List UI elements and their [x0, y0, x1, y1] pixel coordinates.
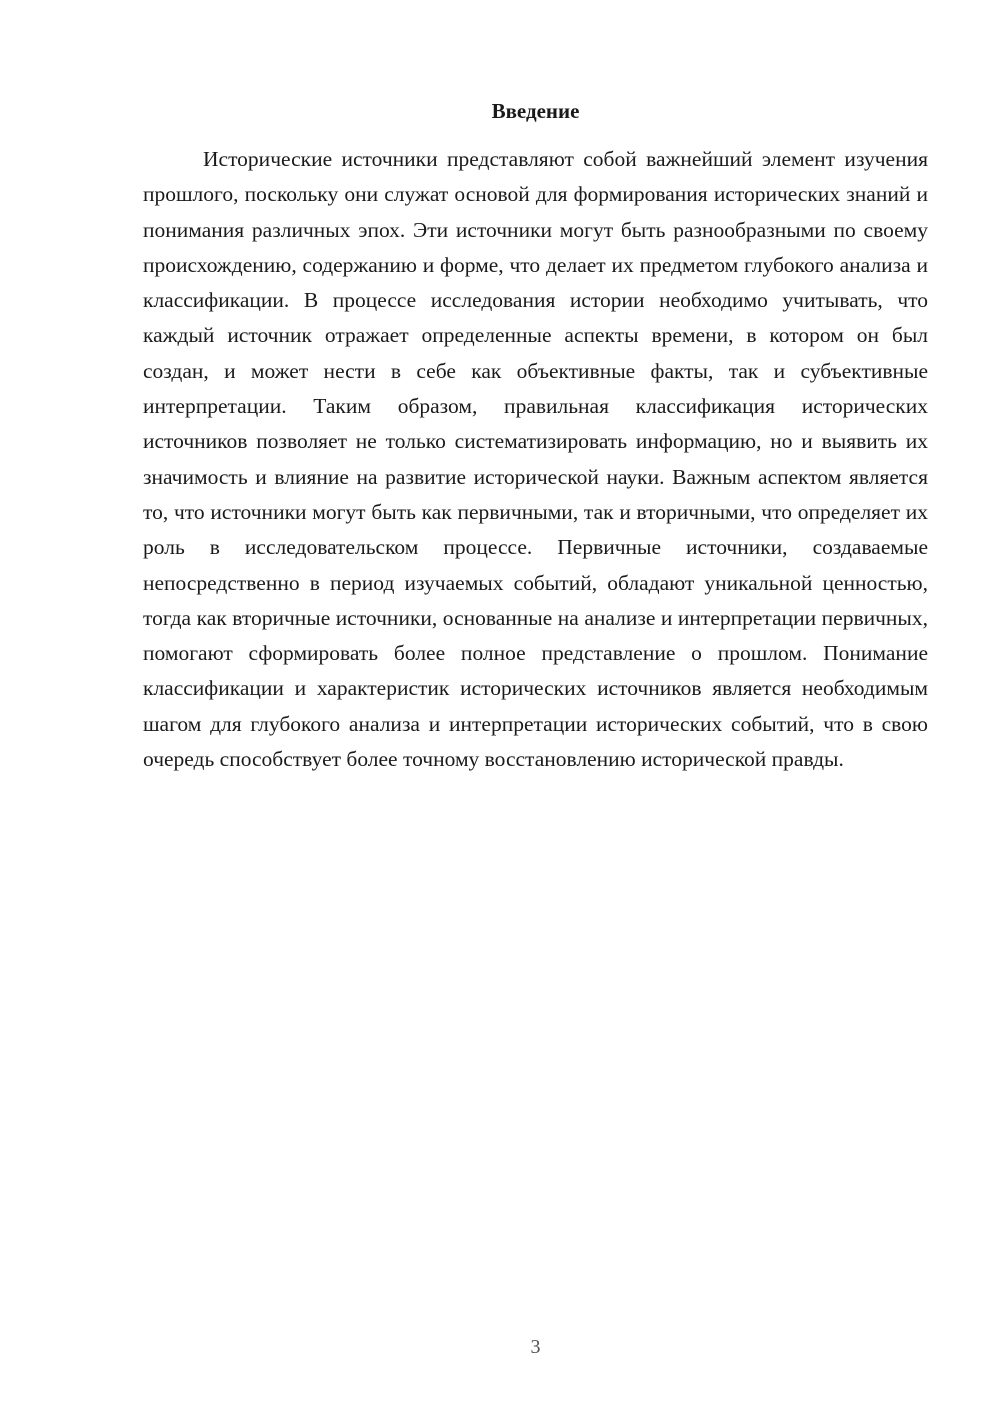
body-paragraph: Исторические источники представляют собой важнейший элемент изучения прошлого, поскольку они служат основой для формирования исторических знаний и понимания различных эпох. Эти источники могут быть разнообразными по своему происхождению, содержанию и форме, что делает их предметом глубокого анализа и классификации. В процессе исследования истории необходимо учитывать, что каждый источник отражает определенные аспекты времени, в котором он был создан, и может нести в себе как объективные факты, так и субъективные интерпретации. Таким образом, правильная классификация исторических источников позволяет не только систематизировать информацию, но и выявить их значимость и влияние на развитие исторической науки. Важным аспектом является то, что источники могут быть как первичными, так и вторичными, что определяет их роль в исследовательском процессе. Первичные источники, создаваемые непосредственно в период изучаемых событий, обладают уникальной ценностью, тогда как вторичные источники, основанные на анализе и интерпретации первичных, помогают сформировать более полное представление о прошлом. Понимание классификации и характеристик исторических источников является необходимым шагом для глубокого анализа и интерпретации исторических событий, что в свою очередь способствует более точному восстановлению исторической правды. [143, 147, 928, 772]
page-number: 3 [530, 1336, 541, 1358]
section-heading: Введение [491, 99, 580, 123]
